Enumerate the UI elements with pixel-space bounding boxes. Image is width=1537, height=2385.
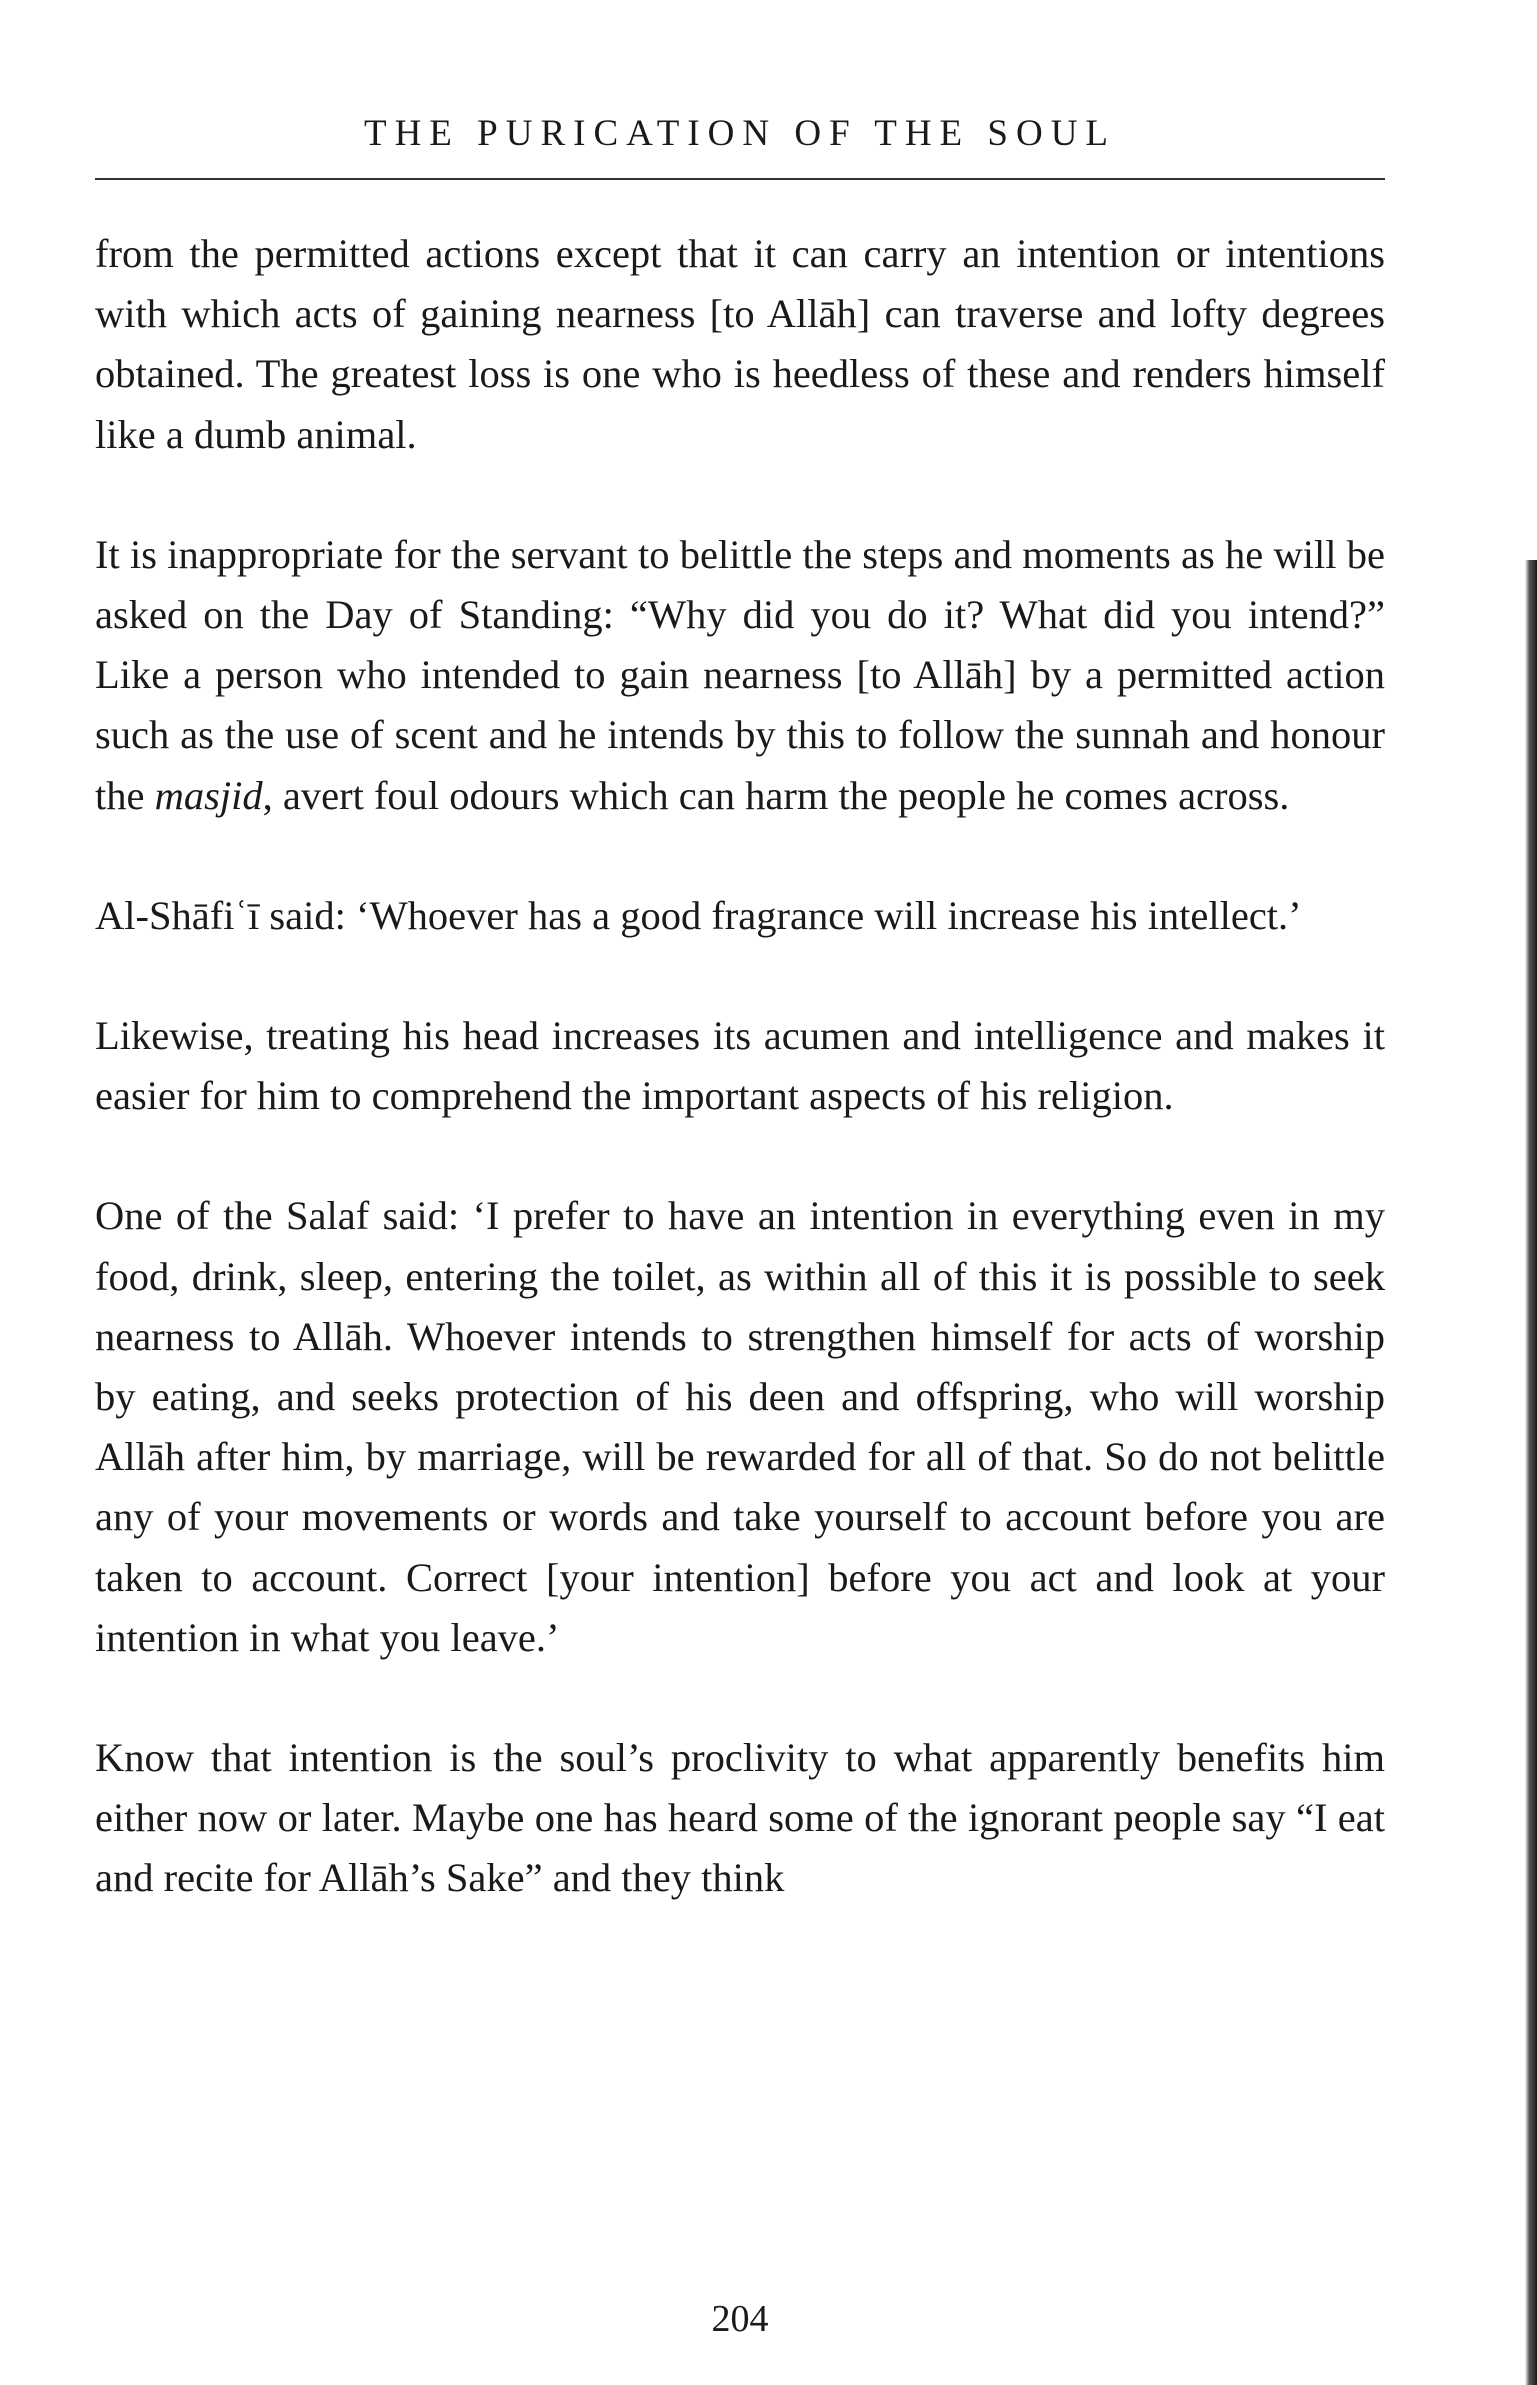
paragraph-2-text-after: , avert foul odours which can harm the people he comes across. xyxy=(262,772,1290,818)
scan-edge-shadow xyxy=(1525,560,1537,2385)
paragraph-6: Know that intention is the soul’s proclivity to what apparently benefits him either now or later. Maybe one has heard some of the ignorant people say “I eat and recite for Allāh’s Sake” and they think xyxy=(95,1735,1385,1901)
paragraph-4: Likewise, treating his head increases its acumen and intelligence and makes it easier for him to comprehend the important aspects of his religion. xyxy=(95,1013,1385,1119)
paragraph-2-italic-term: masjid xyxy=(154,772,263,818)
running-head: THE PURICATION OF THE SOUL xyxy=(363,113,1117,154)
paragraph-1: from the permitted actions except that it can carry an intention or intentions with which acts of gaining nearness [to Allāh] can traverse and lofty degrees obtained. The greatest loss is one who is heedless of these and renders himself like a dumb animal. xyxy=(95,231,1385,457)
body-text xyxy=(95,224,1385,1969)
paragraph-5: One of the Salaf said: ‘I prefer to have an intention in everything even in my food, drink, sleep, entering the toilet, as within all of this it is possible to seek nearness to Allāh. Whoever intends to strengthen himself for acts of worship by eating, and seeks protection of his deen and offspring, who will worship Allāh after him, by marriage, will be rewarded for all of that. So do not belittle any of your movements or words and take yourself to account before you are taken to account. Correct [your intention] before you act and look at your intention in what you leave.’ xyxy=(95,1193,1385,1660)
paragraph-2 xyxy=(95,525,1385,826)
page-number: 204 xyxy=(711,2298,769,2340)
paragraph-3: Al-Shāfiʿī said: ‘Whoever has a good fragrance will increase his intellect.’ xyxy=(95,892,1302,938)
header-rule xyxy=(95,178,1385,180)
paragraph-2-text-before: It is inappropriate for the servant to belittle the steps and moments as he will be asked on the Day of Standing: “Why did you do it? What did you intend?” Like a person who intended to gain nearness [to Allāh] by a permitted action such as the use of scent and he intends by this to follow the sunnah and honour the xyxy=(95,531,1385,818)
